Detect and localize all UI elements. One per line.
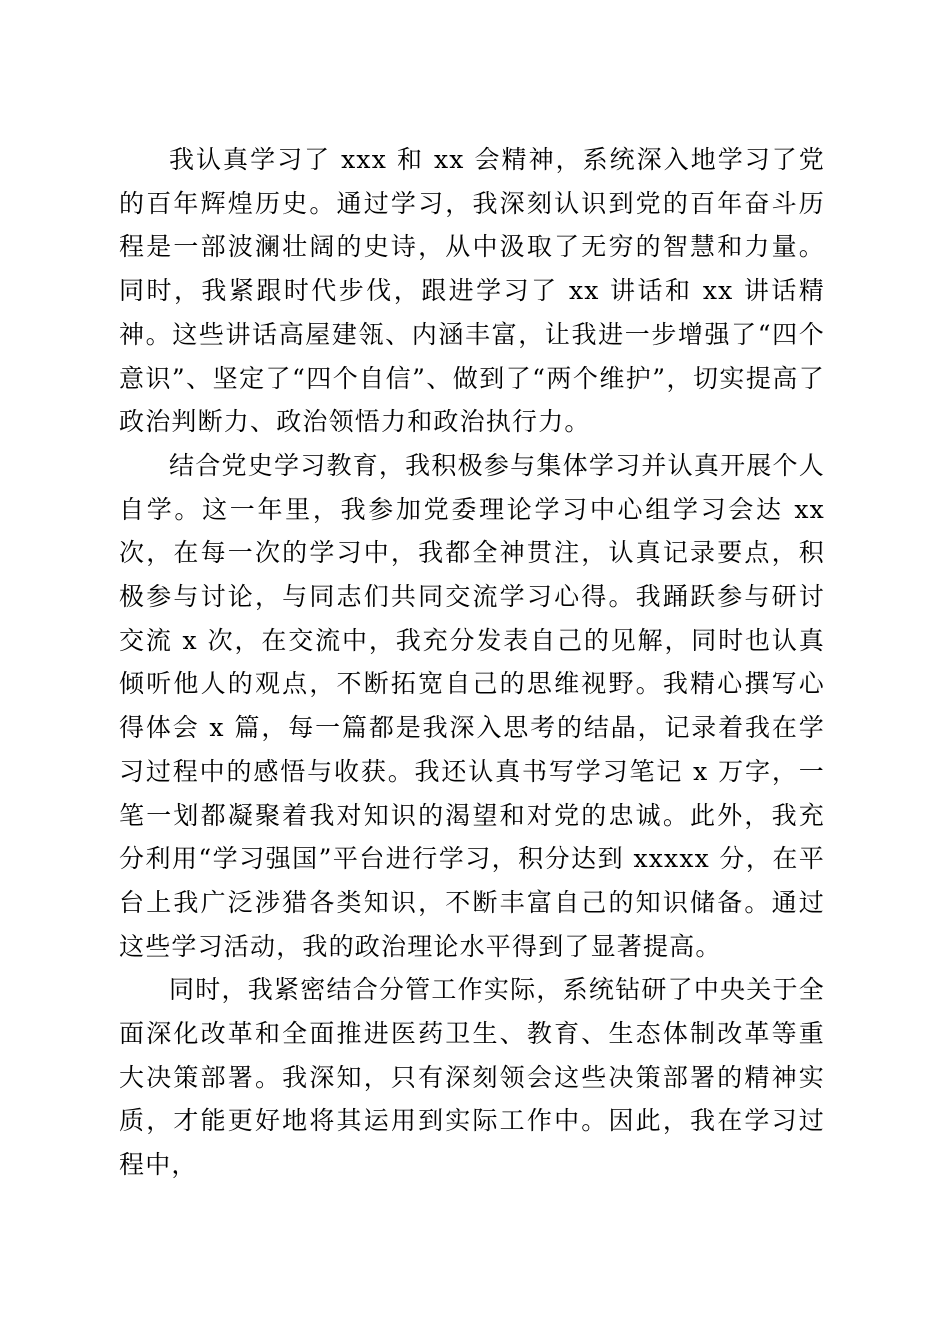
- paragraph-2: 结合党史学习教育，我积极参与集体学习并认真开展个人自学。这一年里，我参加党委理论学习中心组学习会达 xx 次，在每一次的学习中，我都全神贯注，认真记录要点，积极参与讨论，与同志们共同交流学习心得。我踊跃参与研讨交流 x 次，在交流中，我充分发表自己的见解，同时也认真倾听他人的观点，不断拓宽自己的思维视野。我精心撰写心得体会 x 篇，每一篇都是我深入思考的结晶，记录着我在学习过程中的感悟与收获。我还认真书写学习笔记 x 万字，一笔一划都凝聚着我对知识的渴望和对党的忠诚。此外，我充分利用“学习强国”平台进行学习，积分达到 xxxxx 分，在平台上我广泛涉猎各类知识，不断丰富自己的知识储备。通过这些学习活动，我的政治理论水平得到了显著提高。: [119, 450, 825, 961]
- paragraph-1: 我认真学习了 xxx 和 xx 会精神，系统深入地学习了党的百年辉煌历史。通过学习，我深刻认识到党的百年奋斗历程是一部波澜壮阔的史诗，从中汲取了无穷的智慧和力量。同时，我紧跟时代步伐，跟进学习了 xx 讲话和 xx 讲话精神。这些讲话高屋建瓴、内涵丰富，让我进一步增强了“四个意识”、坚定了“四个自信”、做到了“两个维护”，切实提高了政治判断力、政治领悟力和政治执行力。: [119, 145, 825, 437]
- document-page: [119, 138, 825, 1187]
- paragraph-3: 同时，我紧密结合分管工作实际，系统钻研了中央关于全面深化改革和全面推进医药卫生、教育、生态体制改革等重大决策部署。我深知，只有深刻领会这些决策部署的精神实质，才能更好地将其运用到实际工作中。因此，我在学习过程中，: [119, 975, 825, 1180]
